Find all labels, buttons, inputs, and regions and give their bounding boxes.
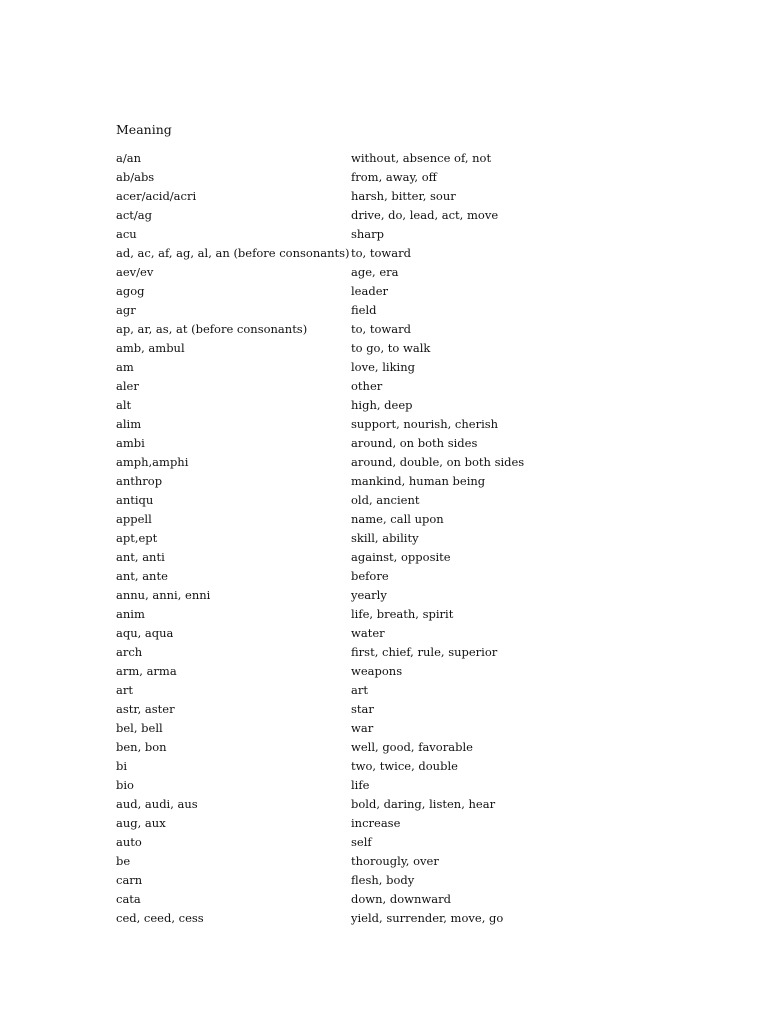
list-item — [116, 529, 736, 548]
meaning-text: thorougly, over — [351, 854, 439, 868]
meaning-text: weapons — [351, 664, 403, 678]
root-text: cata — [116, 892, 141, 906]
list-item — [116, 263, 736, 282]
meaning-text: support, nourish, cherish — [351, 417, 499, 431]
root-text: amb, ambul — [116, 341, 185, 355]
list-item — [116, 624, 736, 643]
meaning-text: age, era — [351, 265, 399, 279]
meaning-text: other — [351, 379, 383, 393]
list-item — [116, 567, 736, 586]
root-text: agog — [116, 284, 145, 298]
root-text: acer/acid/acri — [116, 189, 197, 203]
list-item — [116, 396, 736, 415]
root-text: art — [116, 683, 133, 697]
root-text: alim — [116, 417, 142, 431]
meaning-text: self — [351, 835, 372, 849]
list-item — [116, 206, 736, 225]
root-text: carn — [116, 873, 143, 887]
meaning-text: bold, daring, listen, hear — [351, 797, 496, 811]
meaning-text: to, toward — [351, 322, 411, 336]
meaning-text: life, breath, spirit — [351, 607, 454, 621]
list-item — [116, 719, 736, 738]
meaning-text: name, call upon — [351, 512, 444, 526]
list-item — [116, 909, 736, 928]
meaning-text: skill, ability — [351, 531, 419, 545]
root-text: aud, audi, aus — [116, 797, 198, 811]
list-item — [116, 358, 736, 377]
meaning-text: flesh, body — [351, 873, 415, 887]
list-item — [116, 377, 736, 396]
list-item — [116, 814, 736, 833]
list-item — [116, 643, 736, 662]
root-text: aug, aux — [116, 816, 166, 830]
list-item — [116, 339, 736, 358]
meaning-text: high, deep — [351, 398, 413, 412]
root-text: ad, ac, af, ag, al, an (before consonants) — [116, 246, 350, 260]
list-item — [116, 776, 736, 795]
root-text: ambi — [116, 436, 145, 450]
meaning-text: water — [351, 626, 385, 640]
list-item — [116, 472, 736, 491]
root-text: apt,ept — [116, 531, 158, 545]
meaning-text: art — [351, 683, 368, 697]
list-item — [116, 700, 736, 719]
root-text: aqu, aqua — [116, 626, 174, 640]
meaning-text: old, ancient — [351, 493, 420, 507]
root-text: alt — [116, 398, 132, 412]
root-text: arm, arma — [116, 664, 177, 678]
meaning-text: two, twice, double — [351, 759, 458, 773]
root-text: auto — [116, 835, 142, 849]
root-text: ab/abs — [116, 170, 155, 184]
list-item — [116, 149, 736, 168]
meaning-text: life — [351, 778, 370, 792]
list-item — [116, 225, 736, 244]
meaning-text: around, double, on both sides — [351, 455, 525, 469]
list-item — [116, 491, 736, 510]
root-text: aev/ev — [116, 265, 154, 279]
root-text: ap, ar, as, at (before consonants) — [116, 322, 308, 336]
meaning-text: drive, do, lead, act, move — [351, 208, 499, 222]
meaning-text: mankind, human being — [351, 474, 486, 488]
root-text: act/ag — [116, 208, 153, 222]
root-text: annu, anni, enni — [116, 588, 211, 602]
meaning-text: war — [351, 721, 374, 735]
meaning-text: field — [351, 303, 377, 317]
root-text: bel, bell — [116, 721, 163, 735]
list-item — [116, 320, 736, 339]
root-text: astr, aster — [116, 702, 175, 716]
root-text: a/an — [116, 151, 141, 165]
meaning-text: to go, to walk — [351, 341, 431, 355]
list-item — [116, 681, 736, 700]
list-item — [116, 833, 736, 852]
root-text: aler — [116, 379, 139, 393]
meaning-text: leader — [351, 284, 389, 298]
list-item — [116, 510, 736, 529]
list-item — [116, 852, 736, 871]
list-item — [116, 244, 736, 263]
list-item — [116, 890, 736, 909]
root-text: anim — [116, 607, 145, 621]
root-text: ben, bon — [116, 740, 167, 754]
root-text: ant, ante — [116, 569, 168, 583]
meaning-text: down, downward — [351, 892, 451, 906]
root-text: ced, ceed, cess — [116, 911, 204, 925]
list-item — [116, 282, 736, 301]
meaning-text: without, absence of, not — [351, 151, 492, 165]
list-item — [116, 662, 736, 681]
meaning-text: against, opposite — [351, 550, 451, 564]
root-text: anthrop — [116, 474, 163, 488]
root-text: acu — [116, 227, 137, 241]
root-text: ant, anti — [116, 550, 165, 564]
meaning-text: around, on both sides — [351, 436, 478, 450]
root-text: appell — [116, 512, 152, 526]
list-item — [116, 548, 736, 567]
list-item — [116, 605, 736, 624]
page-heading: Meaning — [116, 122, 172, 137]
list-item — [116, 757, 736, 776]
meaning-text: first, chief, rule, superior — [351, 645, 498, 659]
meaning-text: love, liking — [351, 360, 415, 374]
list-item — [116, 871, 736, 890]
root-text: antiqu — [116, 493, 154, 507]
list-item — [116, 187, 736, 206]
root-text: am — [116, 360, 134, 374]
list-item — [116, 738, 736, 757]
list-item — [116, 586, 736, 605]
root-text: amph,amphi — [116, 455, 189, 469]
meaning-text: increase — [351, 816, 401, 830]
meaning-text: before — [351, 569, 389, 583]
list-item — [116, 434, 736, 453]
list-item — [116, 453, 736, 472]
meaning-text: yield, surrender, move, go — [351, 911, 504, 925]
root-text: bio — [116, 778, 134, 792]
root-meaning-list — [116, 149, 736, 928]
meaning-text: to, toward — [351, 246, 411, 260]
list-item — [116, 415, 736, 434]
meaning-text: harsh, bitter, sour — [351, 189, 456, 203]
meaning-text: yearly — [351, 588, 387, 602]
meaning-text: star — [351, 702, 374, 716]
root-text: bi — [116, 759, 128, 773]
root-text: agr — [116, 303, 136, 317]
meaning-text: sharp — [351, 227, 385, 241]
list-item — [116, 795, 736, 814]
list-item — [116, 301, 736, 320]
root-text: arch — [116, 645, 143, 659]
meaning-text: well, good, favorable — [351, 740, 473, 754]
meaning-text: from, away, off — [351, 170, 437, 184]
root-text: be — [116, 854, 131, 868]
list-item — [116, 168, 736, 187]
